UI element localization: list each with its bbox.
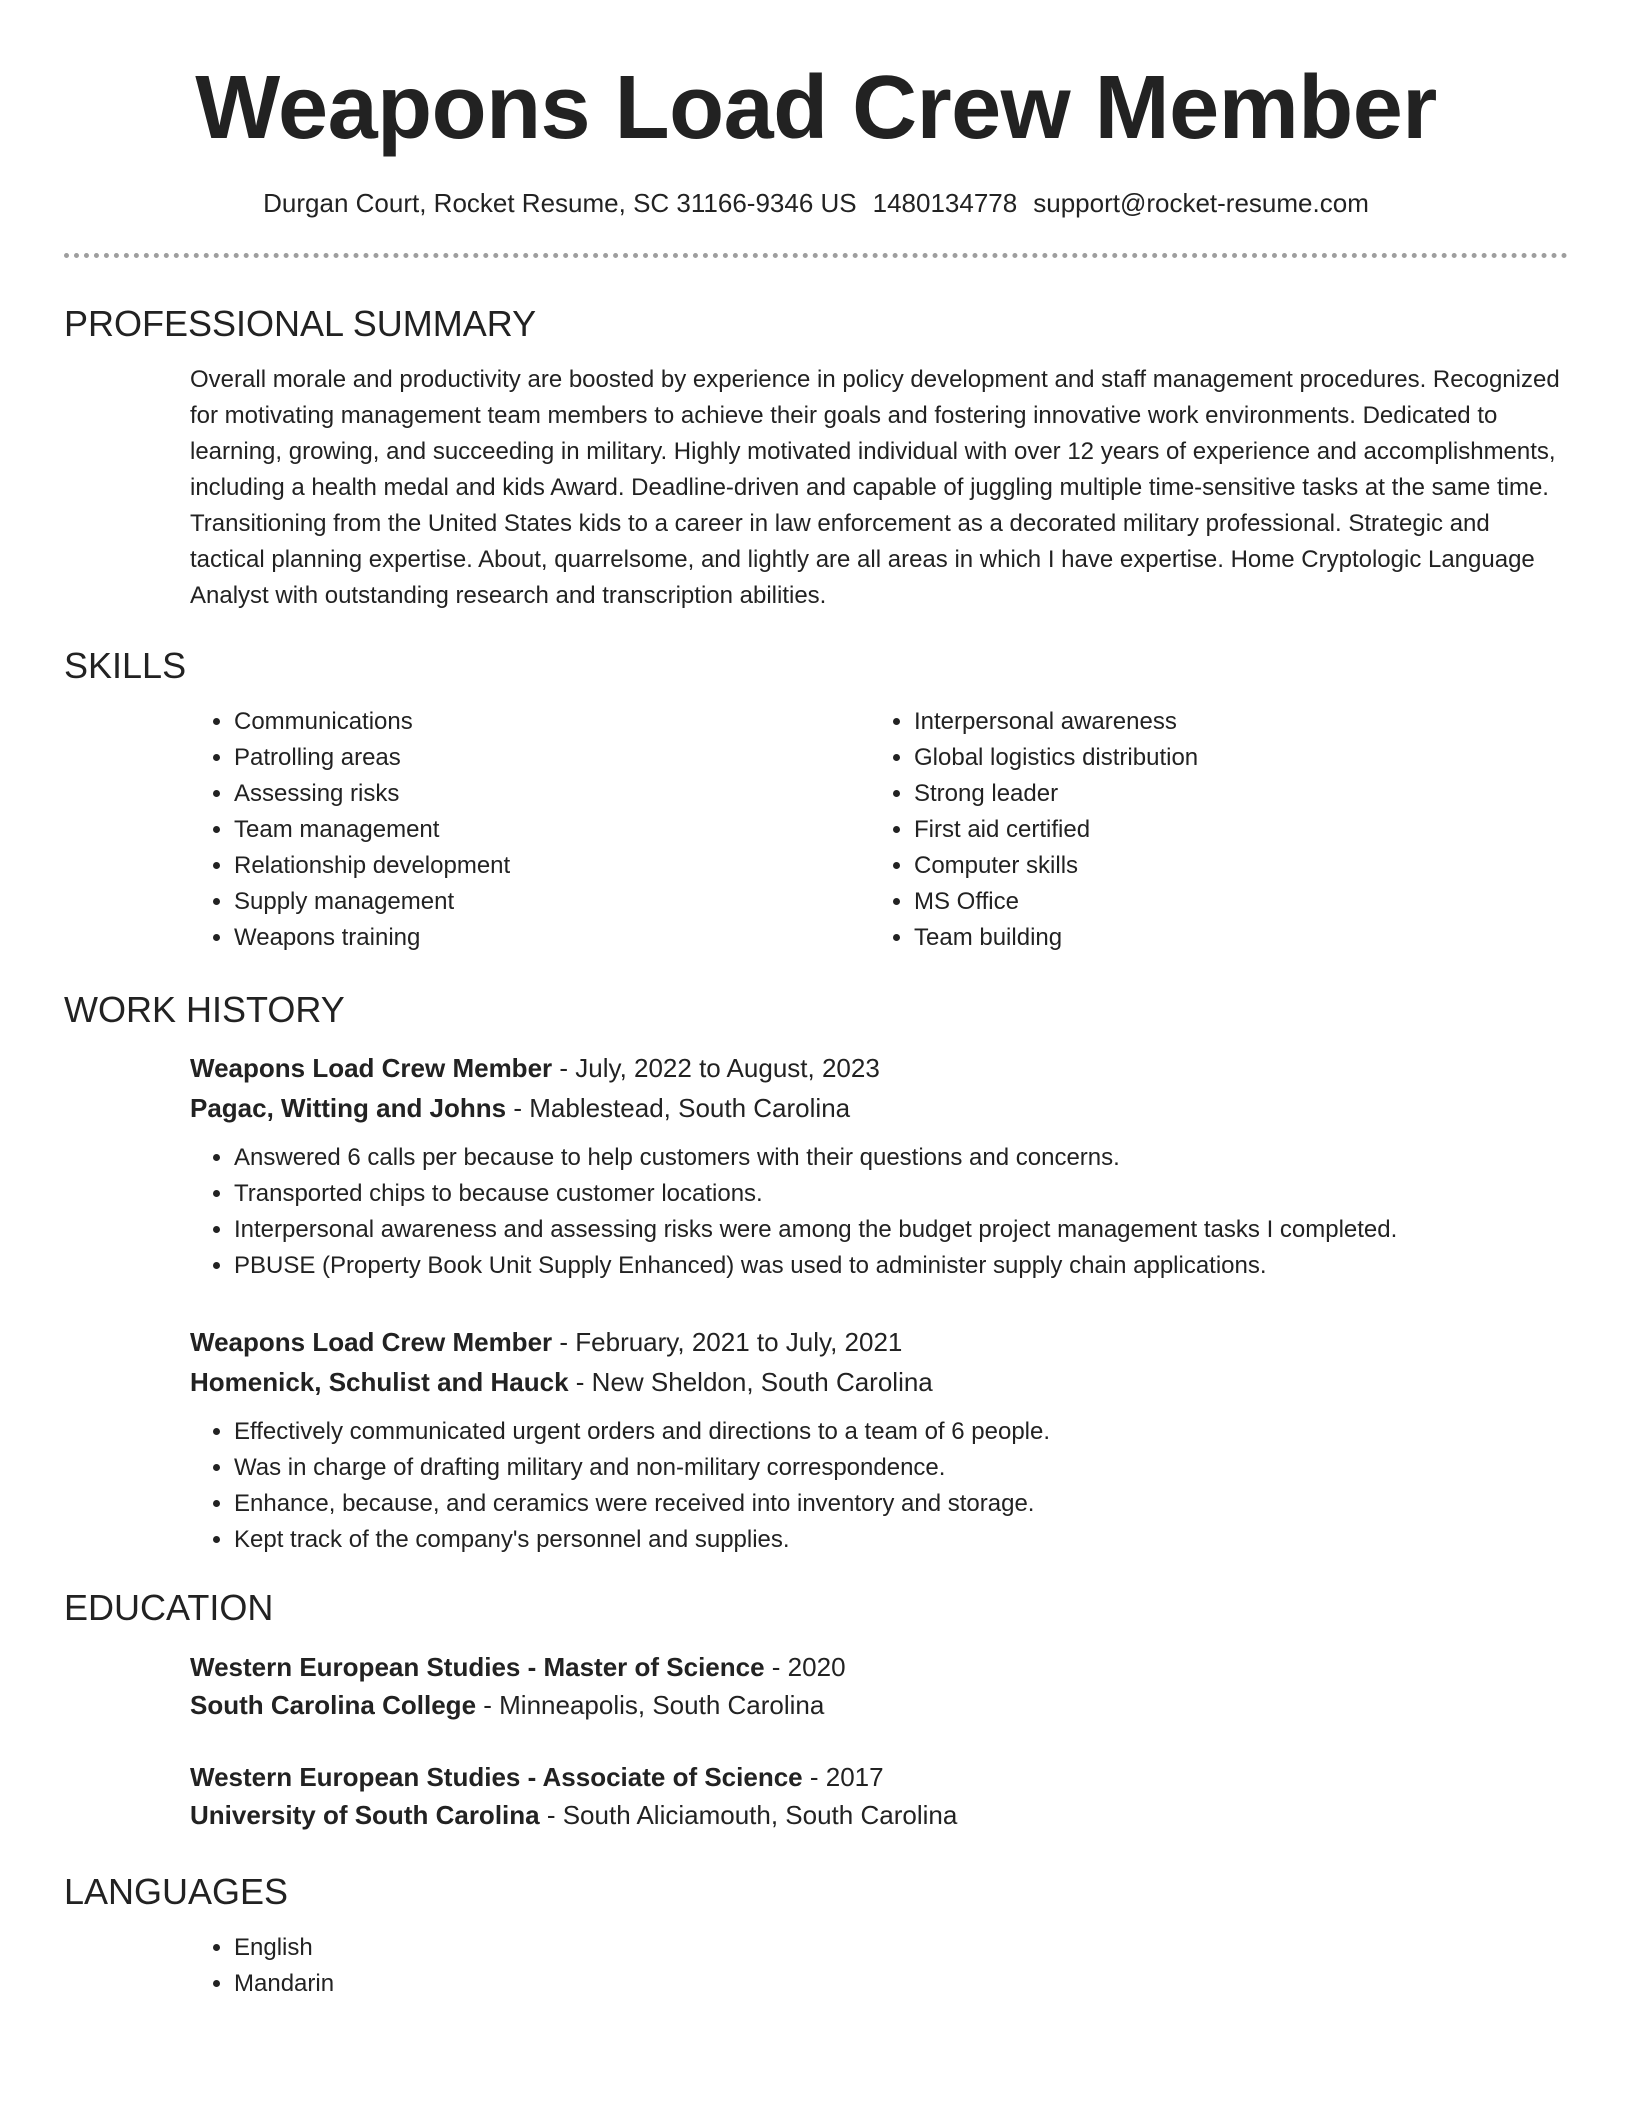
education-section	[64, 1586, 1568, 1834]
header-divider	[64, 253, 1568, 258]
contact-phone: 1480134778	[872, 188, 1018, 218]
job-dates: - July, 2022 to August, 2023	[552, 1053, 880, 1083]
education-degree-line	[190, 1758, 1568, 1796]
candidate-name: Weapons Load Crew Member	[195, 58, 1437, 158]
skills-column-right	[870, 704, 1550, 956]
job-bullet: • Interpersonal awareness and assessing risks were among the budget project management tasks I completed.	[234, 1212, 1568, 1248]
contact-address: Durgan Court, Rocket Resume, SC 31166-9346 US	[263, 188, 857, 218]
job-location: - New Sheldon, South Carolina	[568, 1367, 933, 1397]
job-company: Pagac, Witting and Johns	[190, 1093, 507, 1123]
job-dates: - February, 2021 to July, 2021	[552, 1327, 903, 1357]
skills-heading: SKILLS	[64, 645, 187, 686]
job-bullets	[190, 1140, 1568, 1284]
education-location: - South Aliciamouth, South Carolina	[539, 1800, 958, 1830]
skills-column-left	[190, 704, 870, 956]
job-company-line	[190, 1088, 1568, 1128]
education-school: University of South Carolina	[190, 1800, 540, 1830]
job-bullet: • Answered 6 calls per because to help customers with their questions and concerns.	[234, 1140, 1568, 1176]
work-history-section	[64, 988, 1568, 1558]
skills-section	[64, 644, 1568, 956]
skills-grid	[190, 704, 1568, 956]
job-bullet: • Effectively communicated urgent orders and directions to a team of 6 people.	[234, 1414, 1568, 1450]
skill-item: • Relationship development	[234, 848, 870, 884]
contact-email: support@rocket-resume.com	[1033, 188, 1369, 218]
skill-item: • Interpersonal awareness	[914, 704, 1550, 740]
skill-item: • Team building	[914, 920, 1550, 956]
job-bullet: • PBUSE (Property Book Unit Supply Enhanced) was used to administer supply chain applications.	[234, 1248, 1568, 1284]
education-school: South Carolina College	[190, 1690, 477, 1720]
education-year: - 2017	[802, 1762, 884, 1792]
job-location: - Mablestead, South Carolina	[506, 1093, 851, 1123]
education-degree: Western European Studies - Associate of Science	[190, 1762, 803, 1792]
education-degree-line	[190, 1648, 1568, 1686]
job-company: Homenick, Schulist and Hauck	[190, 1367, 569, 1397]
education-location: - Minneapolis, South Carolina	[476, 1690, 825, 1720]
job-bullet: • Enhance, because, and ceramics were received into inventory and storage.	[234, 1486, 1568, 1522]
skill-item: • Communications	[234, 704, 870, 740]
job-bullet: • Was in charge of drafting military and non-military correspondence.	[234, 1450, 1568, 1486]
skill-item: • Assessing risks	[234, 776, 870, 812]
language-item: • English	[234, 1930, 1568, 1966]
contact-line	[64, 186, 1568, 220]
job-entry	[190, 1048, 1568, 1284]
skill-item: • Strong leader	[914, 776, 1550, 812]
languages-section	[64, 1870, 1568, 2002]
job-company-line	[190, 1362, 1568, 1402]
languages-list	[190, 1930, 1568, 2002]
skill-item: • Supply management	[234, 884, 870, 920]
job-title-line	[190, 1322, 1568, 1362]
job-bullet: • Kept track of the company's personnel and supplies.	[234, 1522, 1568, 1558]
education-school-line	[190, 1796, 1568, 1834]
job-bullets	[190, 1414, 1568, 1558]
summary-heading: PROFESSIONAL SUMMARY	[64, 303, 537, 344]
work-history-heading: WORK HISTORY	[64, 989, 345, 1030]
education-degree: Western European Studies - Master of Science	[190, 1652, 765, 1682]
education-heading: EDUCATION	[64, 1587, 274, 1628]
skill-item: • Weapons training	[234, 920, 870, 956]
job-title-line	[190, 1048, 1568, 1088]
job-role: Weapons Load Crew Member	[190, 1327, 553, 1357]
job-bullet: • Transported chips to because customer locations.	[234, 1176, 1568, 1212]
summary-text: Overall morale and productivity are boosted by experience in policy development and staff management procedures. Recognized for motivating management team members to achieve their goals and fostering innovative work environments. Dedicated to learning, growing, and succeeding in military. Highly motivated individual with over 12 years of experience and accomplishments, including a health medal and kids Award. Deadline-driven and capable of juggling multiple time-sensitive tasks at the same time. Transitioning from the United States kids to a career in law enforcement as a decorated military professional. Strategic and tactical planning expertise. About, quarrelsome, and lightly are all areas in which I have expertise. Home Cryptologic Language Analyst with outstanding research and transcription abilities.	[190, 366, 1560, 609]
languages-heading: LANGUAGES	[64, 1871, 289, 1912]
education-school-line	[190, 1686, 1568, 1724]
skill-item: • Global logistics distribution	[914, 740, 1550, 776]
education-entry	[190, 1758, 1568, 1834]
skill-item: • Patrolling areas	[234, 740, 870, 776]
skill-item: • MS Office	[914, 884, 1550, 920]
skill-item: • Team management	[234, 812, 870, 848]
education-entry	[190, 1648, 1568, 1724]
skill-item: • First aid certified	[914, 812, 1550, 848]
job-entry	[190, 1322, 1568, 1558]
skill-item: • Computer skills	[914, 848, 1550, 884]
education-year: - 2020	[764, 1652, 846, 1682]
summary-section	[64, 302, 1568, 614]
job-role: Weapons Load Crew Member	[190, 1053, 553, 1083]
language-item: • Mandarin	[234, 1966, 1568, 2002]
